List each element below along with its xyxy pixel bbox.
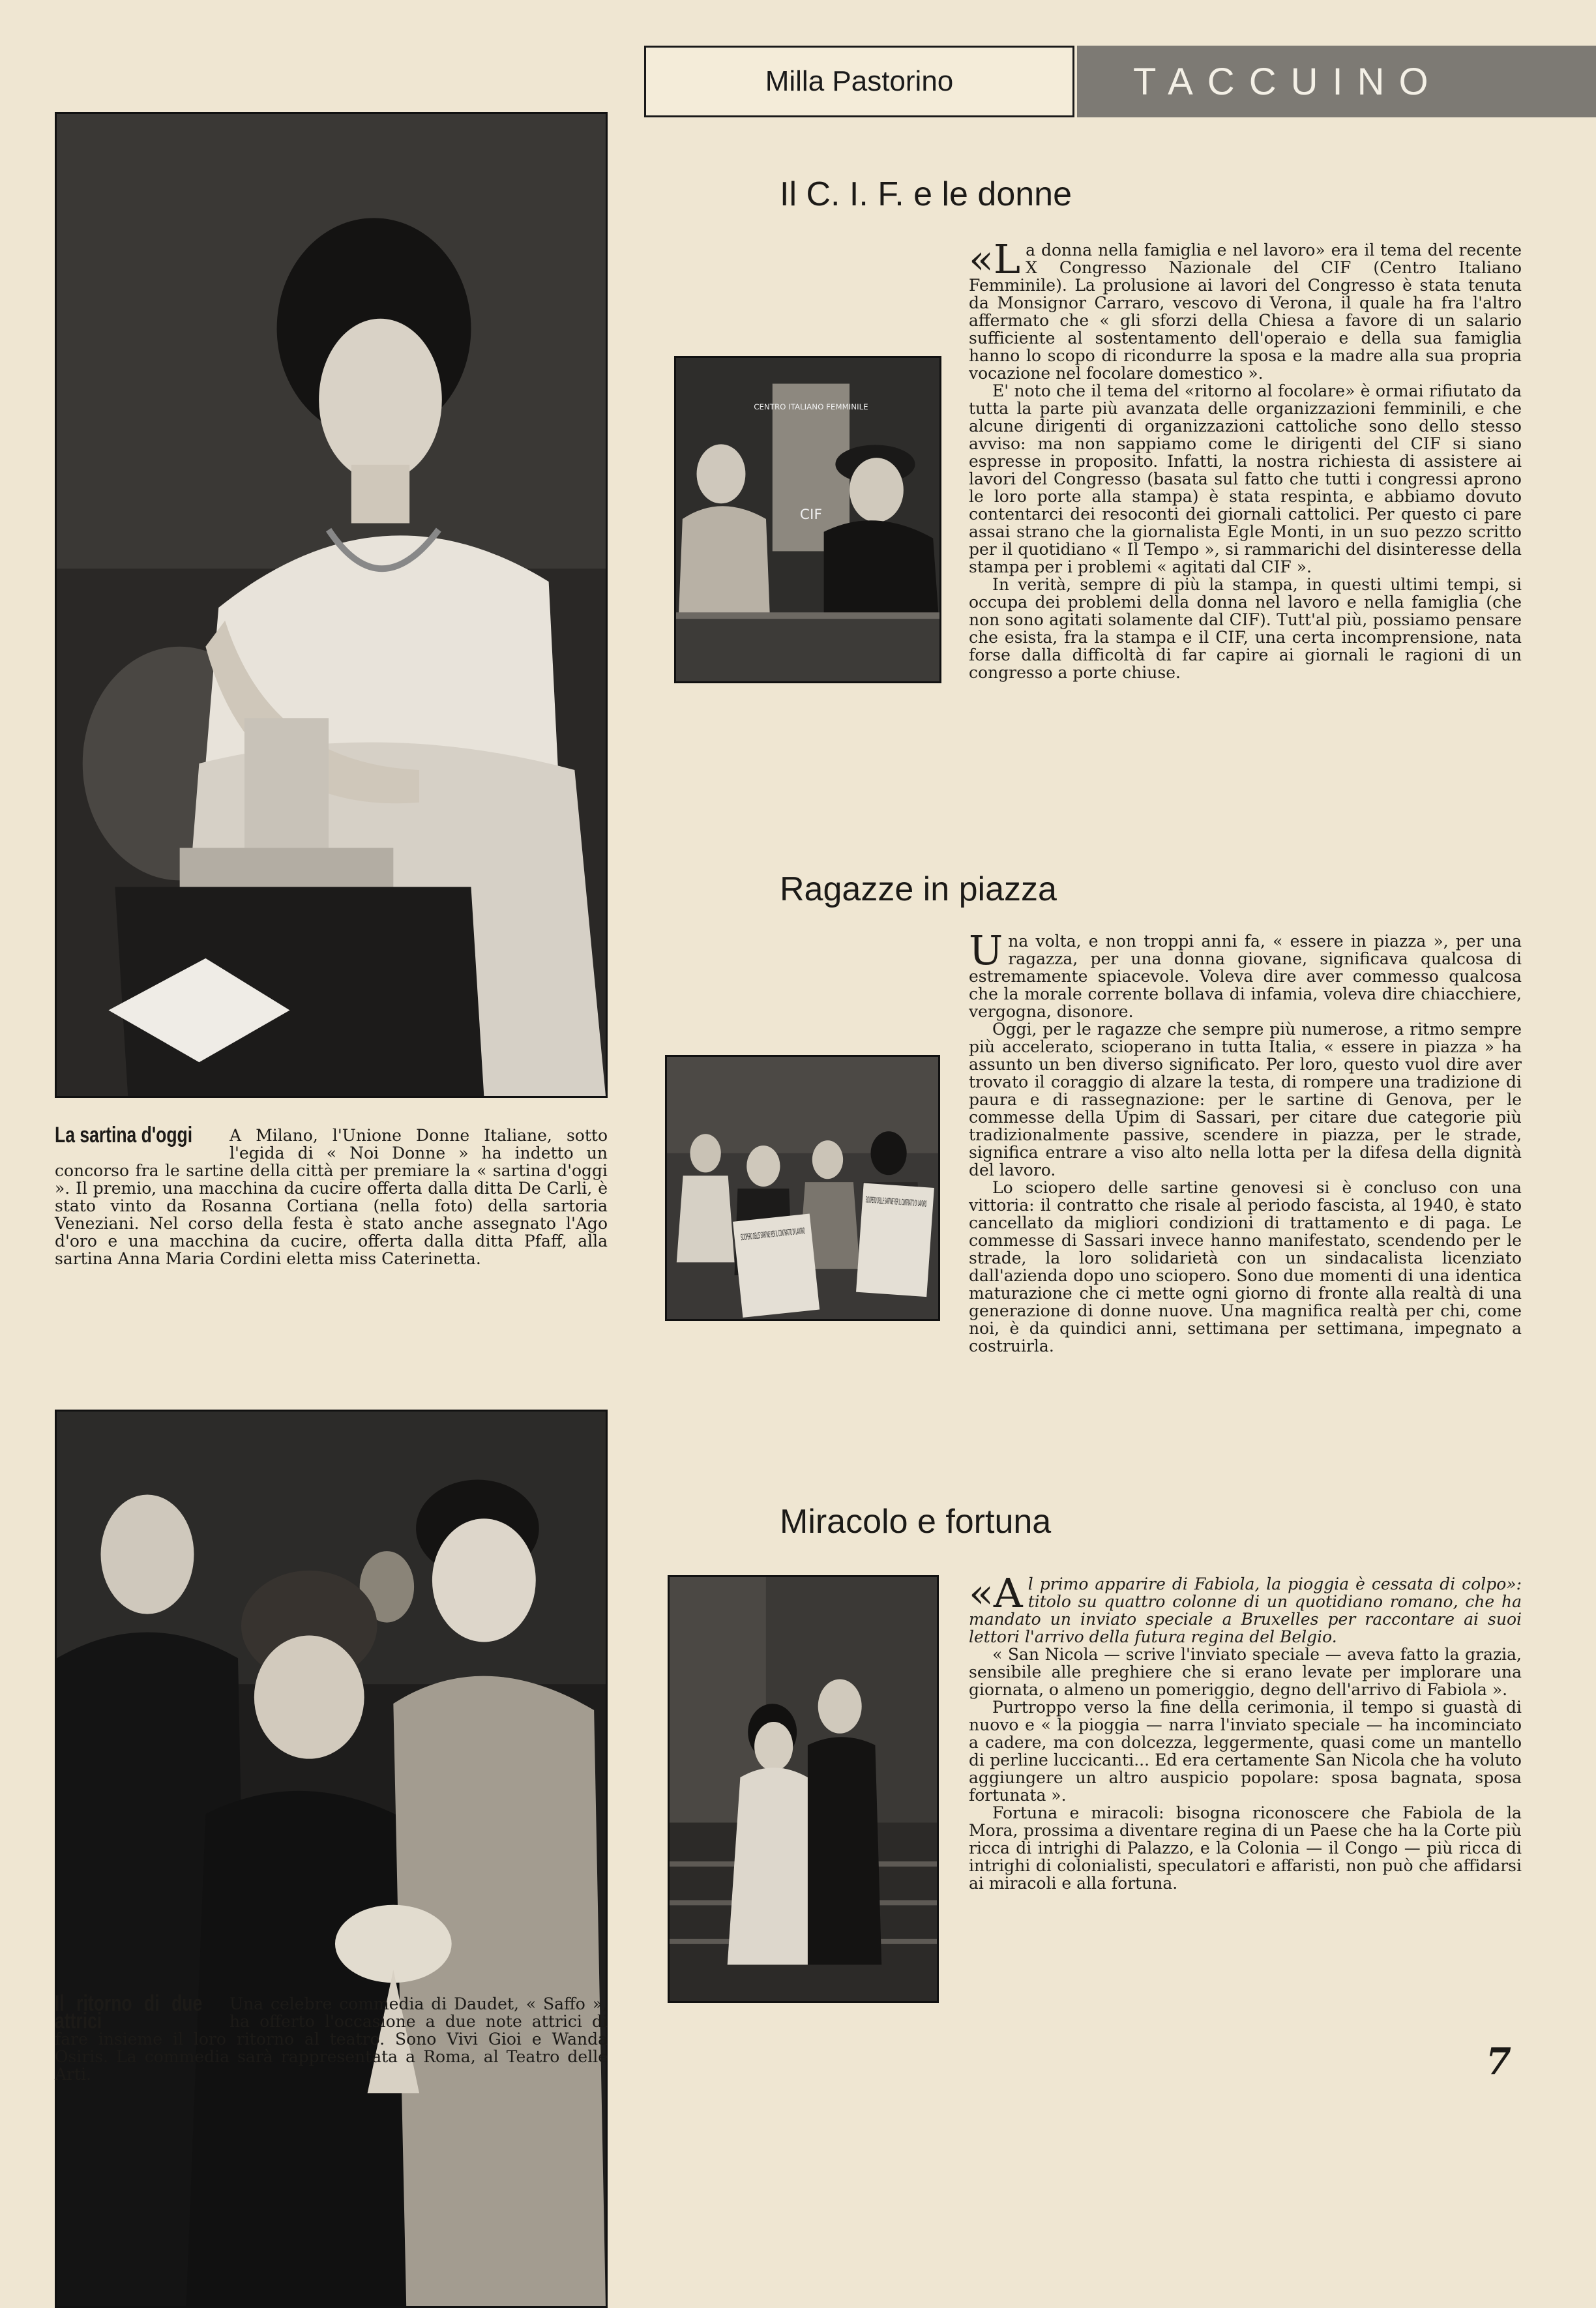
article-ragazze-p1: Una volta, e non troppi anni fa, « essere in piazza », per una ragazza, per una donna giovane, significava qualcosa di estremamente spiacevole. Voleva dire aver commesso qualcosa che la morale corrente bollava di infamia, voleva dire chiacchiere, vergogna, disonore. xyxy=(969,926,1522,1021)
article-ragazze-body xyxy=(969,926,1522,1355)
article-miracolo-dropcap: «A xyxy=(969,1569,1023,1617)
photo-banner-text: CENTRO ITALIANO FEMMINILE xyxy=(754,402,868,412)
caption-attrici-title: Il ritorno di due attrici xyxy=(55,1991,203,2034)
article-cif-body xyxy=(969,235,1522,682)
article-cif-p3: In verità, sempre di più la stampa, in questi ultimi tempi, si occupa dei problemi della donna nel lavoro e nella famiglia (che non sono agitati solamente dal CIF). Tutt'al più, possiamo pensare che esista, fra la stampa e il CIF, una certa incomprensione, nata forse dalla difficoltà di far capire ai giornali le ragioni di un congresso a porte chiuse. xyxy=(969,575,1522,682)
article-miracolo-heading: Miracolo e fortuna xyxy=(780,1503,1052,1541)
photo-fabiola xyxy=(668,1575,939,2003)
article-cif-heading: Il C. I. F. e le donne xyxy=(780,175,1072,213)
article-miracolo-p2: « San Nicola — scrive l'inviato speciale — aveva fatto la grazia, sensibile alle preghiere che si erano levate per implorare una giornata, o almeno un pomeriggio, degno dell'arrivo di Fabiola ». xyxy=(969,1645,1522,1699)
section-banner xyxy=(1077,46,1596,117)
page-number: 7 xyxy=(1486,2040,1511,2083)
caption-sartina-title: La sartina d'oggi xyxy=(55,1123,193,1147)
author-box xyxy=(644,46,1074,117)
article-ragazze-dropcap: U xyxy=(969,926,1003,974)
article-cif-p1: «La donna nella famiglia e nel lavoro» era il tema del recente X Congresso Nazionale del CIF (Centro Italiano Femminile). La prolusione ai lavori del Congresso è stata tenuta da Monsignor Carraro, vescovo di Verona, il quale ha fra l'altro affermato che « gli sforzi della Chiesa a favore di un salario sufficiente al sostentamento dell'operaio e della sua famiglia hanno lo scopo di ricondurre la sposa e la madre alla sua propria vocazione nel focolare domestico ». xyxy=(969,235,1522,383)
article-miracolo-p4: Fortuna e miracoli: bisogna riconoscere che Fabiola de la Mora, prossima a diventare regina di un Paese che ha la Corte più ricca di intrighi di Palazzo, e la Colonia — il Congo — più ricca di intrighi di colonialisti, speculatori e affaristi, non può che affidarsi ai miracoli e alla fortuna. xyxy=(969,1803,1522,1893)
article-ragazze-p3: Lo sciopero delle sartine genovesi si è concluso con una vittoria: il contratto che risale al periodo fascista, al 1940, è stato cancellato da migliori condizioni di trattamento e di paga. Le commesse di Sassari invece hanno manifestato, scendendo per le strade, la loro solidarietà con un sindacalista licenziato dall'azienda dopo uno sciopero. Sono due momenti di una identica maturazione che ci mette ogni giorno di fronte alla realtà di una generazione di donne nuove. Una magnifica realtà per chi, come noi, è da quindici anni, settimana per settimana, impegnato a costruirla. xyxy=(969,1178,1522,1355)
article-miracolo-body xyxy=(969,1569,1522,1893)
author-name: Milla Pastorino xyxy=(765,65,954,97)
article-cif-dropcap: «L xyxy=(969,235,1021,283)
article-ragazze-heading: Ragazze in piazza xyxy=(780,870,1057,908)
caption-attrici-text: Una celebre commedia di Daudet, « Saffo », ha offerto l'occasione a due note attrici di fare insieme il loro ritorno al teatro. Sono Vivi Gioi e Wanda Osiris. La commedia sarà rappresentata a Roma, al Teatro delle Arti. xyxy=(55,1994,608,2084)
photo-sciopero-sartine xyxy=(665,1055,940,1321)
photo-attrici xyxy=(55,1410,608,2308)
caption-sartina-text: A Milano, l'Unione Donne Italiane, sotto l'egida di « Noi Donne » ha indetto un concorso fra le sartine della città per premiare la « sartina d'oggi ». Il premio, una macchina da cucire offerta dalla ditta De Carli, è stato vinto da Rosanna Cortiana (nella foto) della sartoria Veneziani. Nel corso della festa è stato anche assegnato l'Ago d'oro e una macchina da cucire, offerta dalla ditta Pfaff, alla sartina Anna Maria Cordini eletta miss Caterinetta. xyxy=(55,1126,608,1268)
article-ragazze-p2: Oggi, per le ragazze che sempre più numerose, a ritmo sempre più accelerato, scioperano in tutta Italia, « essere in piazza » ha assunto un ben diverso significato. Per loro, questo vuol dire aver trovato il coraggio di alzare la testa, di rompere una tradizione di paura e di rassegnazione: per le sartine di Genova, per le commesse della Upim di Sassari, per citare due categorie più tradizionalmente passive, scendere in piazza, per le strade, significa entrare a viso alto nella lotta per la difesa della dignità del lavoro. xyxy=(969,1020,1522,1179)
photo-sartina xyxy=(55,112,608,1098)
photo-banner-logo: CIF xyxy=(799,506,822,524)
article-miracolo-p1: «Al primo apparire di Fabiola, la pioggia è cessata di colpo»: titolo su quattro colonne di un quotidiano romano, che ha mandato un inviato speciale a Bruxelles per raccontare ai suoi lettori l'arrivo della futura regina del Belgio. xyxy=(969,1569,1522,1646)
caption-attrici xyxy=(55,1991,608,2084)
article-miracolo-p3: Purtroppo verso la fine della cerimonia, il tempo si guastà di nuovo e « la pioggia — narra l'inviato speciale — ha incominciato a cadere, ma con dolcezza, leggermente, quasi come un mantello di perline luccicanti... Ed era certamente San Nicola che ha voluto aggiungere un altro auspicio popolare: sposa bagnata, sposa fortunata ». xyxy=(969,1698,1522,1805)
caption-sartina xyxy=(55,1123,608,1268)
article-cif-p2: E' noto che il tema del «ritorno al focolare» è ormai rifiutato da tutta la parte più avanzata delle organizzazioni femminili, e che alcune dirigenti di organizzazioni cattoliche sono dello stesso avviso: ma non sappiamo come le dirigenti del CIF si siano espresse in proposito. Infatti, la nostra richiesta di assistere ai lavori del Congresso (basata sul fatto che tutti i congressi aprono le loro porte alla stampa) è stata respinta, e abbiamo dovuto contentarci dei resoconti dei giornali cattolici. Per questo ci pare assai strano che la giornalista Egle Monti, in un suo pezzo scritto per il quotidiano « Il Tempo », si rammarichi del disinteresse della stampa per i problemi « agitati dal CIF ». xyxy=(969,381,1522,576)
section-title: TACCUINO xyxy=(1133,60,1443,103)
photo-cif-congresso xyxy=(674,356,941,683)
